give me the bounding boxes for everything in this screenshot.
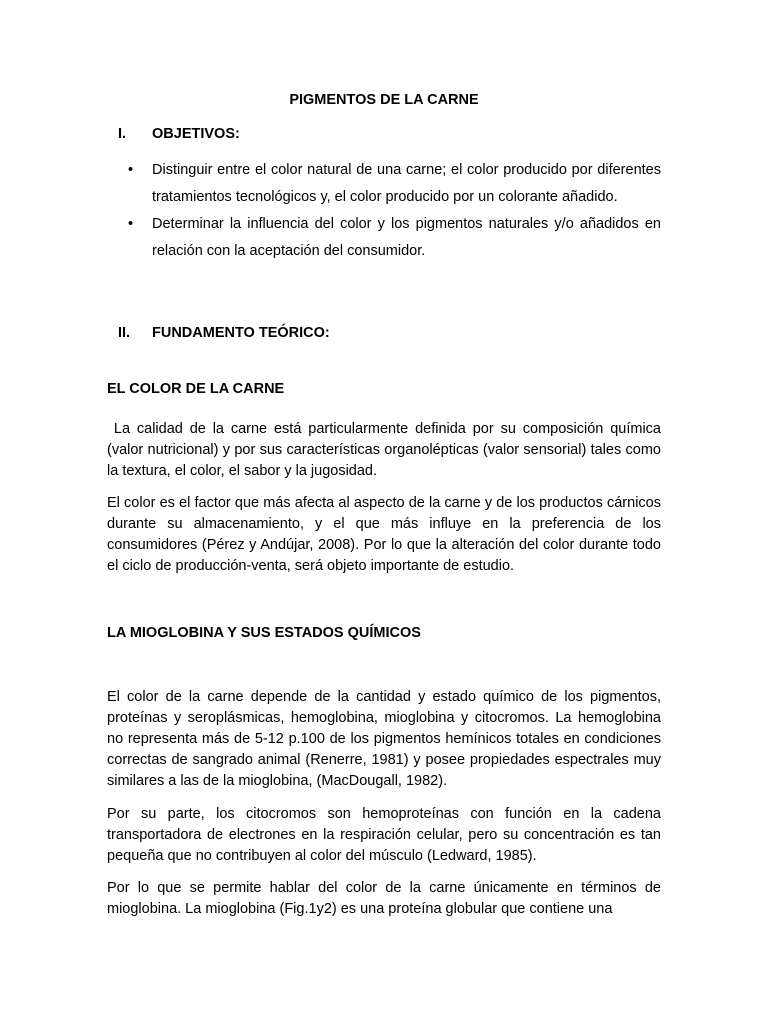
section-number: I. <box>118 126 127 142</box>
section-title: OBJETIVOS: <box>152 126 240 142</box>
bullet-icon: • <box>128 162 134 178</box>
list-item-text: Determinar la influencia del color y los pigmentos naturales y/o añadidos en relación con la aceptación del consumidor. <box>152 216 661 259</box>
objectives-list <box>108 157 661 265</box>
list-item <box>108 211 661 265</box>
paragraph: Por su parte, los citocromos son hemoproteínas con función en la cadena transportadora de electrones en la respiración celular, pero su concentración es tan pequeña que no contribuyen al color del músculo (Ledward, 1985). <box>107 806 661 864</box>
paragraph: El color es el factor que más afecta al aspecto de la carne y de los productos cárnicos durante su almacenamiento, y el que más influye en la preferencia de los consumidores (Pérez y Andújar, 2008). Por lo que la alteración del color durante todo el ciclo de producción-venta, será objeto importante de estudio. <box>107 495 661 574</box>
document-title: PIGMENTOS DE LA CARNE <box>289 92 479 108</box>
section-number: II. <box>118 325 131 341</box>
paragraph: Por lo que se permite hablar del color de la carne únicamente en términos de mioglobina. La mioglobina (Fig.1y2) es una proteína globular que contiene una <box>107 880 661 917</box>
list-item <box>108 157 661 211</box>
subsection-heading: EL COLOR DE LA CARNE <box>107 381 285 397</box>
list-item-text: Distinguir entre el color natural de una carne; el color producido por diferentes tratamientos tecnológicos y, el color producido por un colorante añadido. <box>152 162 661 205</box>
subsection-heading: LA MIOGLOBINA Y SUS ESTADOS QUÍMICOS <box>107 625 421 641</box>
bullet-icon: • <box>128 216 134 232</box>
paragraph: La calidad de la carne está particularmente definida por su composición química (valor nutricional) y por sus características organolépticas (valor sensorial) tales como la textura, el color, el sabor y la jugosidad. <box>107 421 666 479</box>
section-title: FUNDAMENTO TEÓRICO: <box>152 325 330 341</box>
paragraph: El color de la carne depende de la cantidad y estado químico de los pigmentos, proteínas y seroplásmicas, hemoglobina, mioglobina y citocromos. La hemoglobina no representa más de 5-12 p.100 de los pigmentos hemínicos totales en condiciones correctas de sangrado animal (Renerre, 1981) y posee propiedades espectrales muy similares a las de la mioglobina, (MacDougall, 1982). <box>107 689 661 789</box>
